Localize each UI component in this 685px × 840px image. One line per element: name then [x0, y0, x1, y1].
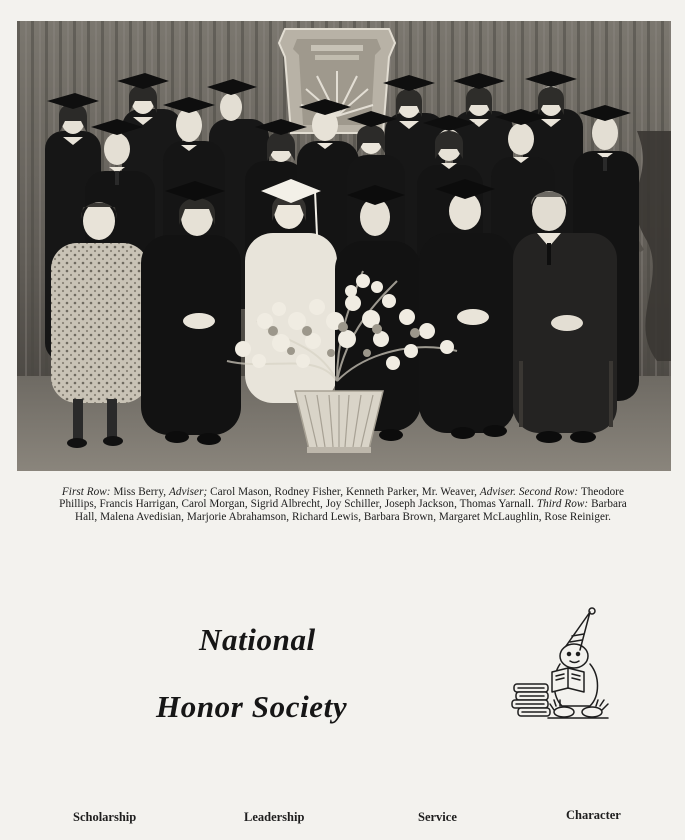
first-row-adviser-1: Adviser;: [168, 486, 208, 498]
first-row-adviser-2: Adviser.: [479, 486, 517, 498]
second-row-label: Second Row:: [518, 486, 579, 498]
page-title-line-2: Honor Society: [156, 689, 348, 724]
first-row-name-berry: Miss Berry,: [113, 486, 167, 498]
pillar-service: Service: [418, 810, 457, 824]
first-row-names: Carol Mason, Rodney Fisher, Kenneth Parker, Mr. Weaver,: [210, 486, 478, 498]
page-title-line-1: National: [199, 622, 316, 657]
photo-caption: [48, 486, 638, 523]
pillar-leadership: Leadership: [244, 810, 305, 824]
third-row-label: Third Row:: [536, 498, 589, 511]
pillar-character: Character: [566, 808, 621, 822]
third-row-names: Barbara Hall, Malena Avedisian, Marjorie Abrahamson, Richard Lewis, Barbara Brown, Margaret McLaughlin, Rose Reiniger.: [74, 498, 627, 523]
reading-mascot-icon: [508, 606, 618, 728]
pillar-scholarship: Scholarship: [73, 810, 137, 824]
group-photo: [17, 21, 671, 471]
second-row-names: Theodore Phillips, Francis Harrigan, Carol Morgan, Sigrid Albrecht, Joy Schiller, Joseph Jackson, Thomas Yarnall.: [59, 486, 625, 511]
first-row-label: First Row:: [61, 486, 111, 498]
